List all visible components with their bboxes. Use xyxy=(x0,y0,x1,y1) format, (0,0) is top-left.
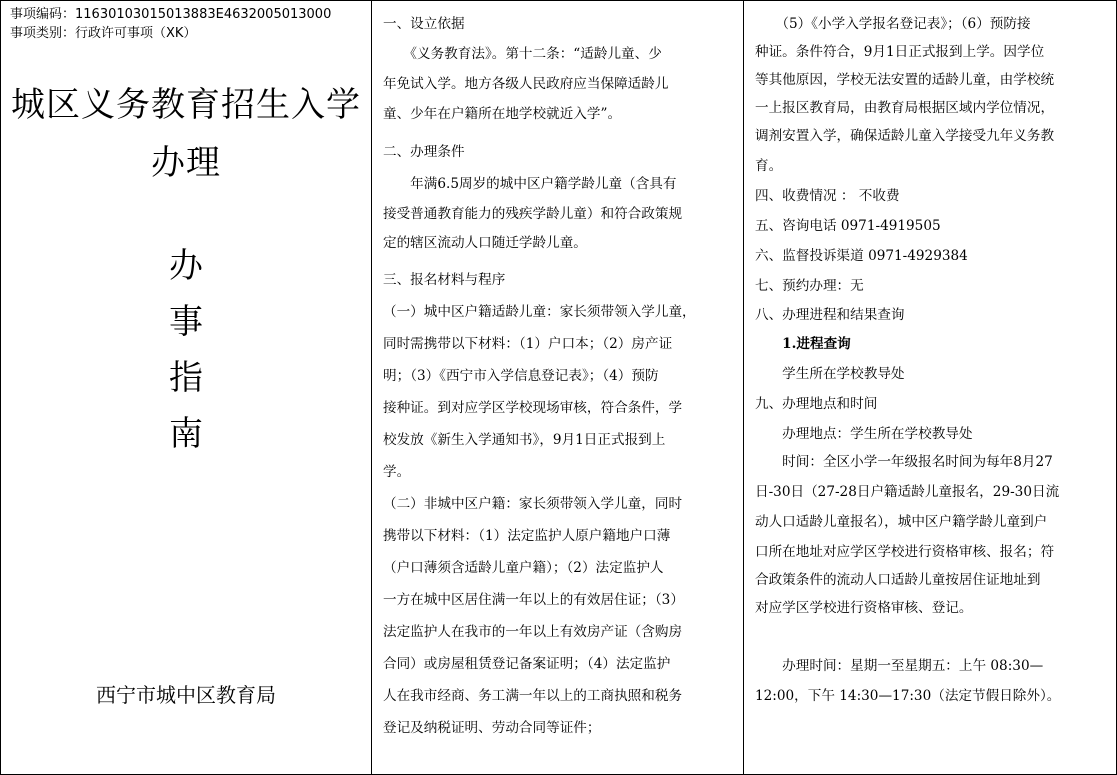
column-divider-2 xyxy=(743,0,744,775)
text-line: 调剂安置入学，确保适龄儿童入学接受九年义务教 xyxy=(755,128,1055,144)
cover-title-line-1: 城区义务教育招生入学 xyxy=(11,85,361,125)
text-line: 等其他原因，学校无法安置的适龄儿童，由学校统 xyxy=(755,72,1055,88)
guide-char: 事 xyxy=(169,302,203,342)
column-divider-1 xyxy=(371,0,372,775)
text-line: 明；（3）《西宁市入学信息登记表》；（4）预防 xyxy=(383,368,659,384)
text-line: （二）非城中区户籍：家长须带领入学儿童，同时 xyxy=(383,496,683,512)
text-line: 五、咨询电话 0971-4919505 xyxy=(755,218,941,234)
guide-char: 办 xyxy=(169,246,203,286)
guide-char: 南 xyxy=(169,414,203,454)
issuer-name: 西宁市城中区教育局 xyxy=(96,683,276,707)
text-line: 种证。条件符合，9月1日正式报到上学。因学位 xyxy=(755,44,1045,60)
text-line: 六、监督投诉渠道 0971-4929384 xyxy=(755,248,968,264)
text-line: 对应学区学校进行资格审核、登记。 xyxy=(755,600,973,616)
text-line: 合同）或房屋租赁登记备案证明；（4）法定监护 xyxy=(383,656,671,672)
text-line: 年满6.5周岁的城中区户籍学龄儿童（含具有 xyxy=(383,176,677,192)
guide-char: 指 xyxy=(169,358,203,398)
text-line: 校发放《新生入学通知书》，9月1日正式报到上 xyxy=(383,432,666,448)
text-line: 学生所在学校教导处 xyxy=(755,366,905,382)
content-column-3 xyxy=(745,0,1117,775)
text-line: 七、预约办理：无 xyxy=(755,278,864,294)
text-line: 四、收费情况 ： 不收费 xyxy=(755,188,900,204)
text-line: （户口薄须含适龄儿童户籍）；（2）法定监护人 xyxy=(383,560,664,576)
text-line: 12:00，下午 14:30—17:30（法定节假日除外）。 xyxy=(755,688,1061,704)
text-line: 三、报名材料与程序 xyxy=(383,272,506,288)
text-line: 一方在城中区居住满一年以上的有效居住证；（3） xyxy=(383,592,684,608)
item-category: 事项类别：行政许可事项（XK） xyxy=(10,26,197,41)
text-line: 接受普通教育能力的残疾学龄儿童）和符合政策规 xyxy=(383,206,683,222)
text-line: 时间：全区小学一年级报名时间为每年8月27 xyxy=(755,454,1053,470)
text-line: 一上报区教育局，由教育局根据区域内学位情况， xyxy=(755,100,1055,116)
text-line: 九、办理地点和时间 xyxy=(755,396,878,412)
text-line: 定的辖区流动人口随迁学龄儿童。 xyxy=(383,235,587,251)
text-line: 年免试入学。地方各级人民政府应当保障适龄儿 xyxy=(383,76,669,92)
cover-title-line-2: 办理 xyxy=(151,143,221,183)
text-line: 办理地点：学生所在学校教导处 xyxy=(755,426,973,442)
text-line: 童、少年在户籍所在地学校就近入学”。 xyxy=(383,106,622,122)
text-line: 育。 xyxy=(755,158,783,174)
text-line: 接种证。到对应学区学校现场审核，符合条件，学 xyxy=(383,400,683,416)
text-line: 动人口适龄儿童报名），城中区户籍学龄儿童到户 xyxy=(755,514,1048,530)
text-line: 一、设立依据 xyxy=(383,16,465,32)
text-line: 二、办理条件 xyxy=(383,144,465,160)
guide-vertical-title xyxy=(1,238,371,462)
cover-panel xyxy=(1,0,371,775)
item-code: 事项编码：11630103015013883E4632005013000 xyxy=(10,7,332,22)
text-line: 学。 xyxy=(383,464,411,480)
text-line: 登记及纳税证明、劳动合同等证件； xyxy=(383,720,601,736)
content-column-2 xyxy=(373,0,743,775)
text-line: 日-30日（27-28日户籍适龄儿童报名，29-30日流 xyxy=(755,484,1060,500)
text-line: 同时需携带以下材料：（1）户口本；（2）房产证 xyxy=(383,336,673,352)
text-line: （一）城中区户籍适龄儿童：家长须带领入学儿童， xyxy=(383,304,696,320)
text-line: 口所在地址对应学区学校进行资格审核、报名；符 xyxy=(755,544,1055,560)
text-line: 法定监护人在我市的一年以上有效房产证（含购房 xyxy=(383,624,683,640)
text-line: 人在我市经商、务工满一年以上的工商执照和税务 xyxy=(383,688,683,704)
cover-title xyxy=(1,76,371,192)
text-line: 《义务教育法》。第十二条：“适龄儿童、少 xyxy=(383,46,662,62)
text-line: 办理时间：星期一至星期五：上午 08:30— xyxy=(755,658,1044,674)
text-line: （5）《小学入学报名登记表》；（6）预防接 xyxy=(755,16,1031,32)
text-line: 合政策条件的流动人口适龄儿童按居住证地址到 xyxy=(755,572,1041,588)
text-line: 1.进程查询 xyxy=(755,336,851,352)
text-line: 携带以下材料：（1）法定监护人原户籍地户口薄 xyxy=(383,528,671,544)
text-line: 八、办理进程和结果查询 xyxy=(755,307,905,323)
